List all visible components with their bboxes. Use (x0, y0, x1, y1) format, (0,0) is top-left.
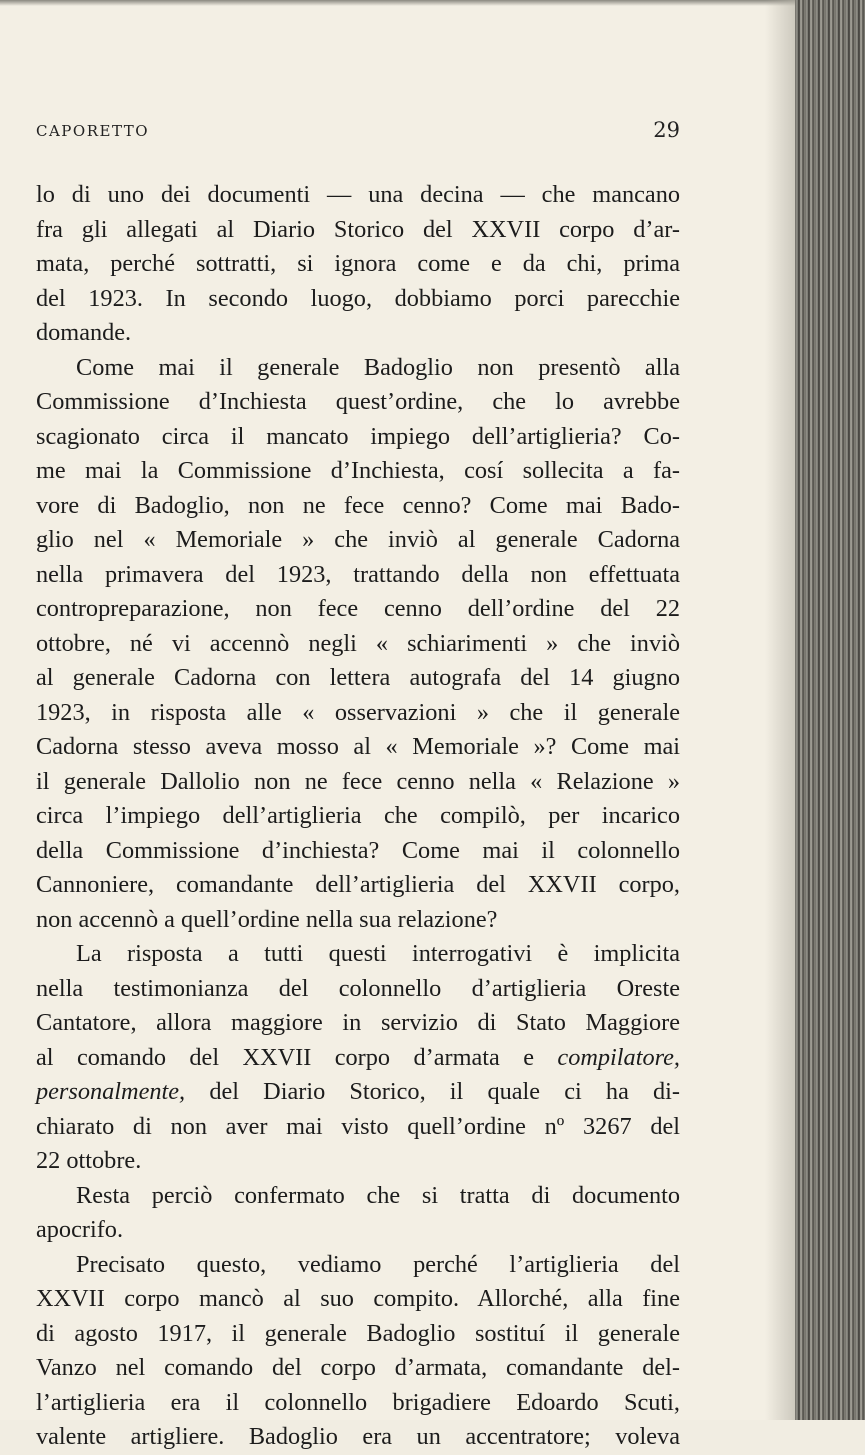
text-line: apocrifo. (36, 1216, 124, 1243)
running-head (36, 118, 680, 146)
italic-word: personalmente, (36, 1078, 186, 1105)
text-line-with-italic (36, 1075, 680, 1110)
text-line: del 1923. In secondo luogo, dobbiamo porci parecchie (36, 284, 680, 312)
paragraph-start-line: Resta perciò confermato che si tratta di documento (76, 1181, 680, 1209)
page-gutter-shade (765, 0, 795, 1420)
text-line: mata, perché sottratti, si ignora come e da chi, prima (36, 250, 680, 277)
page-edge-stripes (795, 0, 865, 1420)
text-line: valente artigliere. Badoglio era un accentratore; voleva (36, 1423, 680, 1450)
text-line: della Commissione d’inchiesta? Come mai il colonnello (36, 836, 680, 864)
text-line: ottobre, né vi accennò negli « schiarimenti » che inviò (36, 629, 680, 657)
text-line: di agosto 1917, il generale Badoglio sostituí il generale (36, 1319, 680, 1347)
text-segment: al comando del XXVII corpo d’armata e (36, 1043, 534, 1071)
paragraph-start-line: Precisato questo, vediamo perché l’artiglieria del (76, 1250, 680, 1278)
text-line: scagionato circa il mancato impiego dell’artiglieria? Co- (36, 422, 680, 450)
text-line: circa l’impiego dell’artiglieria che compilò, per incarico (36, 802, 680, 829)
body-text (36, 178, 680, 1455)
running-title: CAPORETTO (36, 122, 150, 140)
text-line: nella testimonianza del colonnello d’artiglieria Oreste (36, 974, 680, 1002)
text-line: nella primavera del 1923, trattando della non effettuata (36, 560, 680, 588)
scan-top-shadow (0, 0, 795, 6)
text-segment: del Diario Storico, il quale ci ha di- (209, 1078, 681, 1105)
text-line: Commissione d’Inchiesta quest’ordine, che lo avrebbe (36, 388, 680, 415)
text-line: 22 ottobre. (36, 1147, 142, 1174)
text-line: vore di Badoglio, non ne fece cenno? Come mai Bado- (36, 491, 680, 519)
text-line: Cannoniere, comandante dell’artiglieria del XXVII corpo, (36, 871, 680, 898)
text-line: al generale Cadorna con lettera autografa del 14 giugno (36, 664, 680, 691)
text-line: l’artiglieria era il colonnello brigadiere Edoardo Scuti, (36, 1388, 680, 1416)
text-line: Cantatore, allora maggiore in servizio di Stato Maggiore (36, 1009, 680, 1036)
text-line-with-italic (36, 1041, 680, 1076)
italic-word: compilatore, (557, 1043, 681, 1071)
text-line: domande. (36, 319, 132, 346)
paragraph-start-line: La risposta a tutti questi interrogativi è implicita (76, 940, 680, 967)
text-line: Vanzo nel comando del corpo d’armata, comandante del- (36, 1354, 680, 1381)
page-number: 29 (653, 118, 680, 142)
text-line: il generale Dallolio non ne fece cenno nella « Relazione » (36, 767, 680, 795)
text-line: lo di uno dei documenti — una decina — che mancano (36, 181, 680, 208)
text-line: fra gli allegati al Diario Storico del XXVII corpo d’ar- (36, 215, 680, 243)
text-line: Cadorna stesso aveva mosso al « Memoriale »? Come mai (36, 733, 680, 760)
text-line: contropreparazione, non fece cenno dell’ordine del 22 (36, 595, 680, 622)
text-line: 1923, in risposta alle « osservazioni » che il generale (36, 698, 680, 726)
text-line: chiarato di non aver mai visto quell’ordine nº 3267 del (36, 1112, 680, 1140)
text-line: non accennò a quell’ordine nella sua relazione? (36, 905, 498, 933)
text-line: glio nel « Memoriale » che inviò al generale Cadorna (36, 526, 680, 553)
text-line: me mai la Commissione d’Inchiesta, cosí sollecita a fa- (36, 457, 680, 484)
text-line: XXVII corpo mancò al suo compito. Allorché, alla fine (36, 1285, 680, 1312)
paragraph-start-line: Come mai il generale Badoglio non presentò alla (76, 353, 680, 381)
